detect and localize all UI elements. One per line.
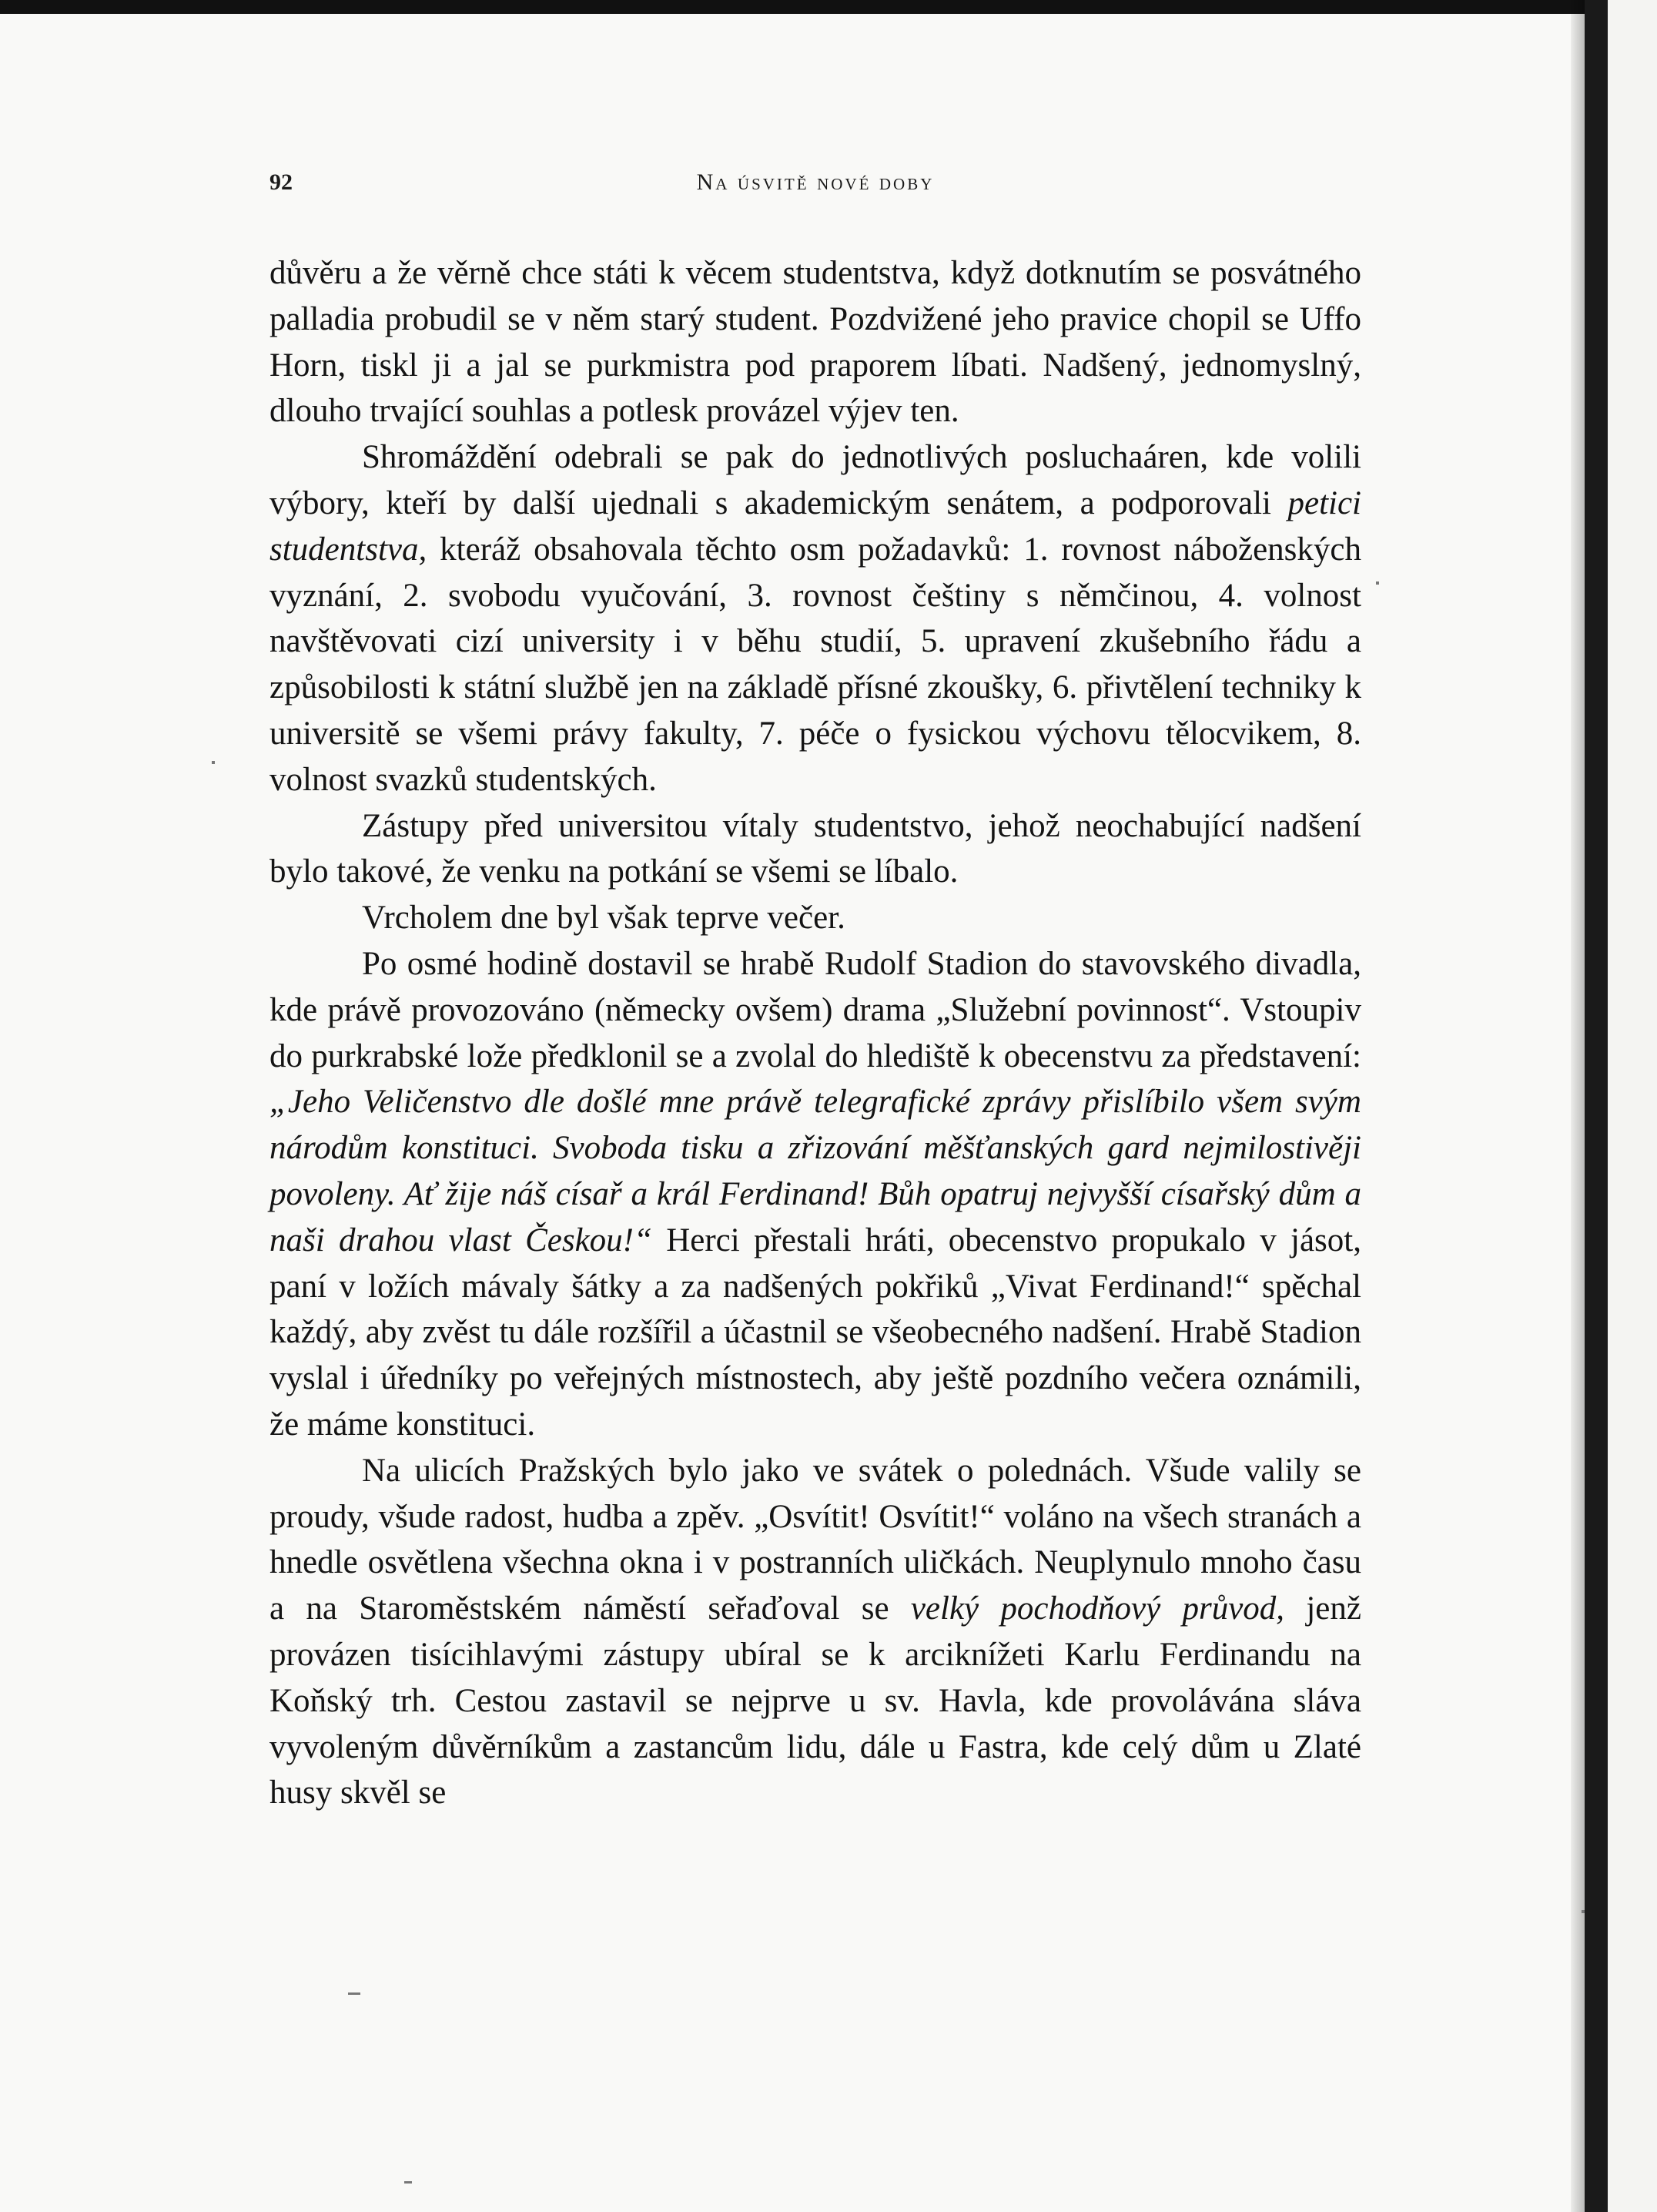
text-segment: Vrcholem dne byl však teprve večer.	[362, 900, 845, 937]
paragraph	[269, 1448, 1361, 1816]
scan-margin	[1585, 0, 1657, 2212]
text-segment: důvěru a že věrně chce státi k věcem studentstva, když dotknutím se posvátného palladia probudil se v něm starý student. Pozdvižené jeho pravice chopil se Uffo Horn, tiskl ji a jal se purkmistra pod praporem líbati. Nadšený, jednomyslný, dlouho trvající souhlas a potlesk provázel výjev ten.	[269, 255, 1361, 430]
scan-speck	[1376, 581, 1379, 585]
paragraph	[269, 250, 1361, 434]
running-head	[269, 169, 1361, 200]
text-segment: Herci přestali hráti, obecenstvo propukalo v jásot, paní v ložích mávaly šátky a za nadšených pokřiků „Vivat Ferdinand!“ spěchal každý, aby zvěst tu dále rozšířil a účastnil se všeobecného nadšení. Hrabě Stadion vyslal i úředníky po veřejných místnostech, aby ještě pozdního večera oznámili, že máme konstituci.	[269, 1222, 1361, 1443]
scan-speck	[212, 761, 215, 764]
paragraph	[269, 434, 1361, 803]
paragraph	[269, 895, 1361, 941]
text-segment: Na ulicích Pražských bylo jako ve svátek o polednách. Všude valily se proudy, všude radost, hudba a zpěv. „Osvítit! Osvítit!“ voláno na všech stranách a hnedle osvětlena všechna okna i v postranních uličkách. Neuplynulo mnoho času a na Staroměstském náměstí seřaďoval se	[269, 1452, 1361, 1627]
scan-speck	[1582, 1910, 1585, 1913]
paragraph	[269, 803, 1361, 896]
scan-speck	[404, 2181, 412, 2184]
text-segment: Zástupy před universitou vítaly studentstvo, jehož neochabující nadšení bylo takové, že venku na potkání se všemi se líbalo.	[269, 807, 1361, 890]
text-segment: Po osmé hodině dostavil se hrabě Rudolf Stadion do stavovského divadla, kde právě provozováno (německy ovšem) drama „Služební povinnost“. Vstoupiv do purkrabské lože předklonil se a zvolal do hlediště k obecenstvu za představení:	[269, 945, 1361, 1074]
italic-text: petici studentstva,	[269, 484, 1361, 568]
page-edge-shadow	[1571, 0, 1585, 2212]
page-number: 92	[269, 169, 293, 195]
italic-text: „Jeho Veličenstvo dle došlé mne právě telegrafické zprávy přislíbilo všem svým národům konstituci. Svoboda tisku a zřizování měšťanských gard nejmilostivěji povoleny. Ať žije náš císař a král Ferdinand! Bůh opatruj nejvyšší císařský dům a naši drahou vlast Českou!“	[269, 1084, 1361, 1258]
paragraph	[269, 941, 1361, 1448]
text-segment: jenž provázen tisícihlavými zástupy ubíral se k arciknížeti Karlu Ferdinandu na Koňský trh. Cestou zastavil se nejprve u sv. Havla, kde provolávána sláva vyvoleným důvěrníkům a zastancům lidu, dále u Fastra, kde celý dům u Zlaté husy skvěl se	[269, 1590, 1361, 1811]
text-segment: Shromáždění odebrali se pak do jednotlivých posluchaáren, kde volili výbory, kteří by další ujednali s akademickým senátem, a podporovali	[269, 439, 1361, 521]
running-title: Na úsvitě nové doby	[696, 169, 935, 195]
italic-text: velký pochodňový průvod,	[910, 1590, 1285, 1627]
body-text	[269, 250, 1361, 1816]
scan-speck	[348, 1992, 360, 1995]
scan-edge-bar	[1585, 0, 1608, 2212]
text-segment: kteráž obsahovala těchto osm požadavků: 1. rovnost náboženských vyznání, 2. svobodu vyučování, 3. rovnost češtiny s němčinou, 4. volnost navštěvovati cizí university i v běhu studií, 5. upravení zkušebního řádu a způsobilosti k státní službě jen na základě přísné zkoušky, 6. přivtělení techniky k universitě se všemi právy fakulty, 7. péče o fysickou výchovu tělocvikem, 8. volnost svazků studentských.	[269, 531, 1361, 798]
